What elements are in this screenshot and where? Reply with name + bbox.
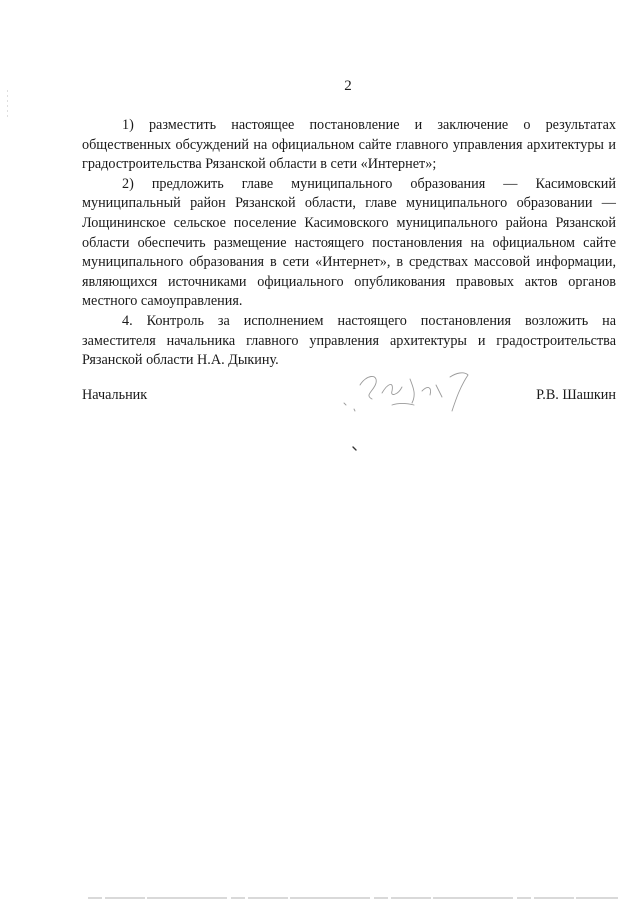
margin-mark <box>6 90 9 120</box>
bottom-edge-line <box>88 897 618 899</box>
signatory-title: Начальник <box>82 387 148 403</box>
document-body <box>82 116 616 371</box>
page-number: 2 <box>344 78 352 94</box>
paragraph-control-assignment: 4. Контроль за исполнением настоящего постановления возложить на заместителя начальника главного управления архитектуры и градостроительства Рязанской области Н.А. Дыкину. <box>82 312 616 369</box>
signatory-name: Р.В. Шашкин <box>536 387 616 403</box>
handwritten-signature <box>332 365 492 420</box>
signature-block <box>82 387 616 409</box>
stray-tick-mark <box>352 446 358 452</box>
paragraph-publish-resolution: 1) разместить настоящее постановление и заключение о результатах общественных обсуждений на официальном сайте главного управления архитектуры и градостроительства Рязанской области в сети «Интернет»; <box>82 117 616 173</box>
paragraph-municipal-publication: 2) предложить главе муниципального образования — Касимовский муниципальный район Рязанской области, главе муниципального образовании — Лощининское сельское поселение Касимовского муниципального района Рязанской области обеспечить размещение настоящего постановления на официальном сайте муниципального образования в сети «Интернет», в средствах массовой информации, являющихся источниками официального опубликования правовых актов органов местного самоуправления. <box>82 175 616 310</box>
